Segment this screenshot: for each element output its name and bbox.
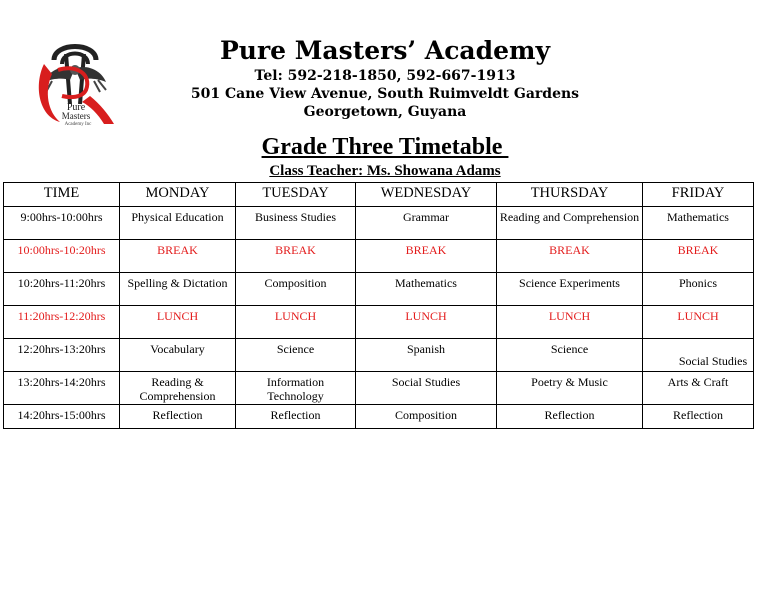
tuesday-cell: LUNCH: [236, 306, 356, 339]
school-telephone: Tel: 592-218-1850, 592-667-1913: [254, 68, 516, 84]
monday-cell: Spelling & Dictation: [120, 273, 236, 306]
time-cell: 9:00hrs-10:00hrs: [4, 207, 120, 240]
wednesday-cell: Spanish: [356, 339, 497, 372]
thursday-cell: Reflection: [497, 405, 643, 429]
friday-cell: Arts & Craft: [643, 372, 754, 405]
column-header-time: TIME: [4, 183, 120, 207]
monday-cell: LUNCH: [120, 306, 236, 339]
logo-text-line3: Academy Inc: [64, 122, 92, 127]
friday-cell: Reflection: [643, 405, 754, 429]
monday-cell: Vocabulary: [120, 339, 236, 372]
table-row: [4, 339, 754, 372]
tuesday-cell: Business Studies: [236, 207, 356, 240]
friday-cell-text: Social Studies: [678, 354, 748, 368]
tuesday-cell: BREAK: [236, 240, 356, 273]
school-city: Georgetown, Guyana: [303, 104, 467, 120]
column-header-wednesday: WEDNESDAY: [356, 183, 497, 207]
column-header-thursday: THURSDAY: [497, 183, 643, 207]
wednesday-cell: LUNCH: [356, 306, 497, 339]
tuesday-cell: Reflection: [236, 405, 356, 429]
friday-cell: BREAK: [643, 240, 754, 273]
table-row-lunch: [4, 306, 754, 339]
monday-cell: Reflection: [120, 405, 236, 429]
logo-text-line1: Pure: [66, 102, 86, 113]
friday-cell: Mathematics: [643, 207, 754, 240]
table-row: [4, 207, 754, 240]
thursday-cell: Poetry & Music: [497, 372, 643, 405]
wednesday-cell: Composition: [356, 405, 497, 429]
column-header-monday: MONDAY: [120, 183, 236, 207]
time-cell: 10:00hrs-10:20hrs: [4, 240, 120, 273]
thursday-cell: Reading and Comprehension: [497, 207, 643, 240]
wednesday-cell: Social Studies: [356, 372, 497, 405]
table-row: [4, 372, 754, 405]
time-cell: 10:20hrs-11:20hrs: [4, 273, 120, 306]
thursday-cell: Science Experiments: [497, 273, 643, 306]
monday-cell: Reading & Comprehension: [120, 372, 236, 405]
monday-cell: BREAK: [120, 240, 236, 273]
monday-cell: Physical Education: [120, 207, 236, 240]
class-teacher: Class Teacher: Ms. Showana Adams: [269, 163, 501, 179]
wednesday-cell: BREAK: [356, 240, 497, 273]
eagle-crest-logo-icon: [30, 34, 120, 128]
tuesday-cell: Science: [236, 339, 356, 372]
table-row-break: [4, 240, 754, 273]
tuesday-cell: Information Technology: [236, 372, 356, 405]
school-name: Pure Masters’ Academy: [220, 36, 550, 65]
thursday-cell: LUNCH: [497, 306, 643, 339]
table-header-row: [4, 183, 754, 207]
table-row: [4, 405, 754, 429]
wednesday-cell: Grammar: [356, 207, 497, 240]
friday-cell: LUNCH: [643, 306, 754, 339]
wednesday-cell: Mathematics: [356, 273, 497, 306]
time-cell: 13:20hrs-14:20hrs: [4, 372, 120, 405]
timetable: [3, 182, 754, 429]
friday-cell: [643, 339, 754, 372]
page-title: Grade Three Timetable: [261, 134, 509, 160]
column-header-friday: FRIDAY: [643, 183, 754, 207]
thursday-cell: Science: [497, 339, 643, 372]
time-cell: 11:20hrs-12:20hrs: [4, 306, 120, 339]
time-cell: 14:20hrs-15:00hrs: [4, 405, 120, 429]
time-cell: 12:20hrs-13:20hrs: [4, 339, 120, 372]
logo-text-line2: Masters: [61, 111, 91, 121]
school-address: 501 Cane View Avenue, South Ruimveldt Gardens: [190, 86, 580, 102]
tuesday-cell: Composition: [236, 273, 356, 306]
table-row: [4, 273, 754, 306]
thursday-cell: BREAK: [497, 240, 643, 273]
friday-cell: Phonics: [643, 273, 754, 306]
column-header-tuesday: TUESDAY: [236, 183, 356, 207]
